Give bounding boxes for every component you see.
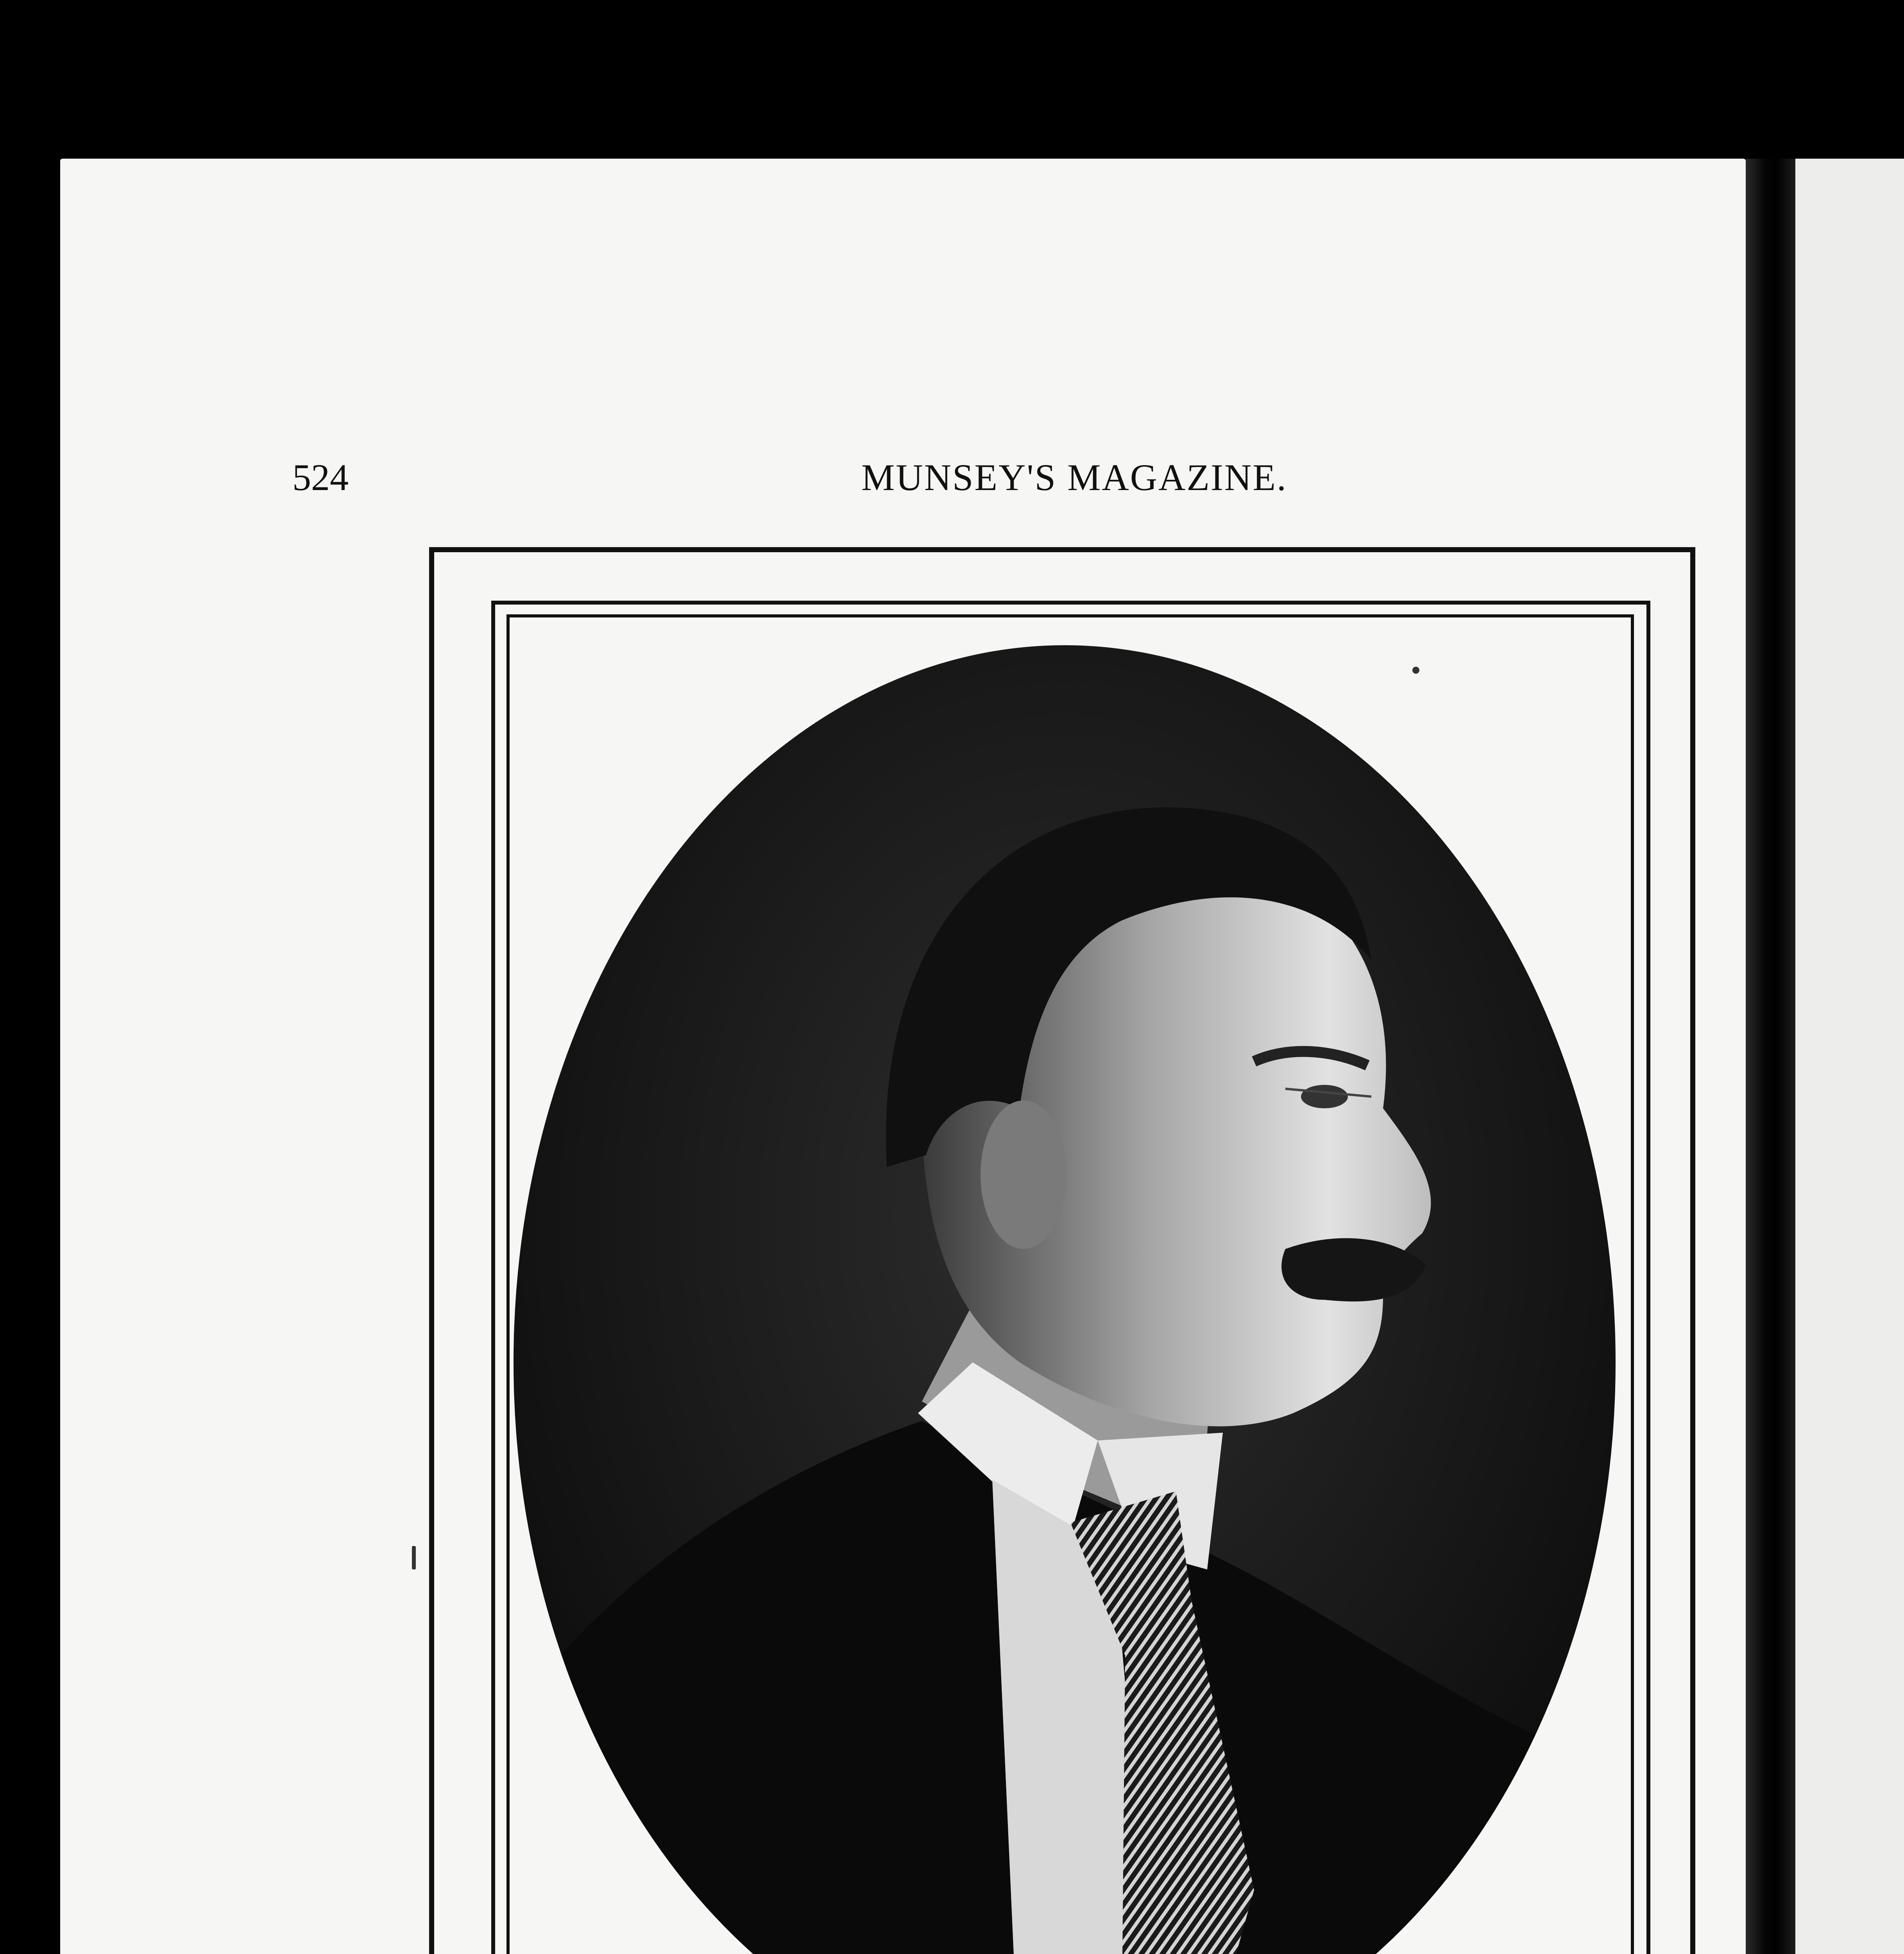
scan-speck	[1412, 667, 1419, 674]
scan-mark	[412, 1546, 416, 1569]
page-number: 524	[292, 456, 349, 498]
portrait-photograph	[512, 639, 1618, 1954]
running-head-title: MUNSEY'S MAGAZINE.	[861, 456, 1287, 498]
page-gutter	[1746, 159, 1795, 1954]
facing-page-edge	[1795, 159, 1904, 1954]
magazine-page	[60, 159, 1746, 1954]
